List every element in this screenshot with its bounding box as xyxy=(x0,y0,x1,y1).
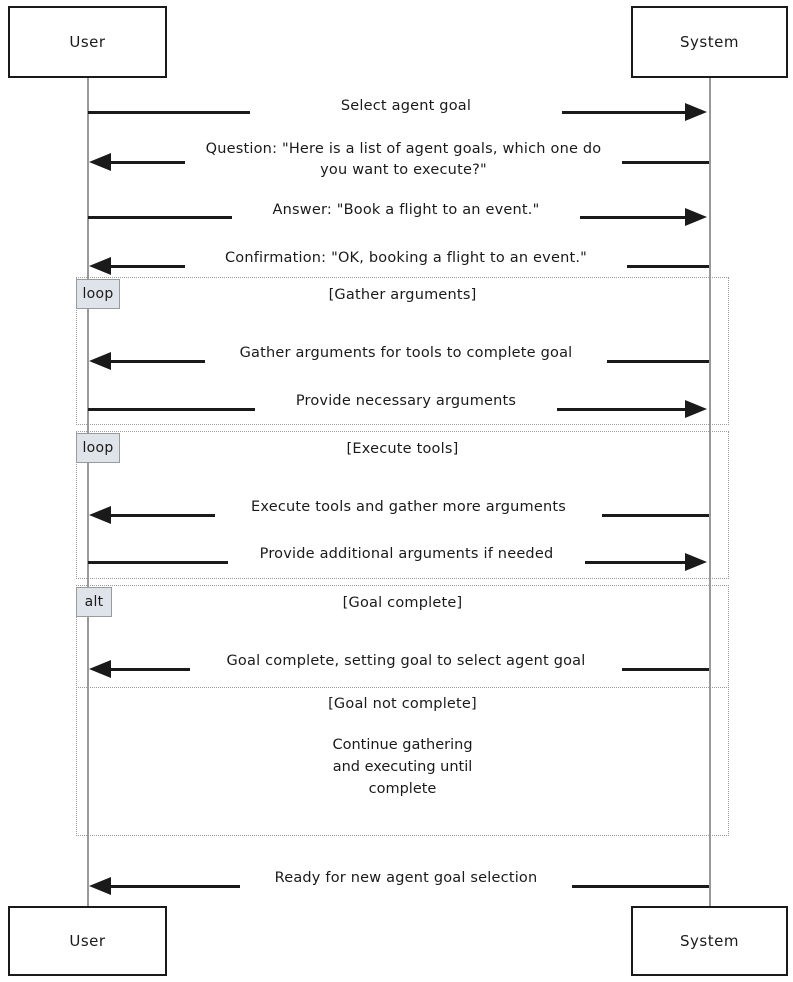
arrow-head-right xyxy=(685,103,707,121)
message-label-question: Question: "Here is a list of agent goals, which one do you want to execute?" xyxy=(185,139,622,181)
arrow-head-left xyxy=(89,506,111,524)
arrow-head-left xyxy=(89,257,111,275)
fragment-tag-label: loop xyxy=(82,440,114,456)
note-line-3: complete xyxy=(368,780,437,797)
message-label-confirmation: Confirmation: "OK, booking a flight to an event." xyxy=(185,248,627,269)
message-label-select-agent-goal: Select agent goal xyxy=(250,96,562,117)
arrow-head-left xyxy=(89,153,111,171)
participant-user-bottom[interactable] xyxy=(8,906,167,976)
message-label-goal-complete: Goal complete, setting goal to select agent goal xyxy=(190,651,622,672)
note-line-2: and executing until xyxy=(332,758,473,775)
message-label-provide-additional-arguments: Provide additional arguments if needed xyxy=(228,544,585,565)
arrow-head-left xyxy=(89,352,111,370)
participant-system-bottom[interactable] xyxy=(631,906,788,976)
arrow-head-right xyxy=(685,553,707,571)
fragment-tag-loop-2 xyxy=(76,433,120,463)
participant-system-top[interactable] xyxy=(631,6,788,78)
participant-label: System xyxy=(680,33,739,51)
arrow-head-left xyxy=(89,877,111,895)
arrow-head-right xyxy=(685,208,707,226)
fragment-tag-alt xyxy=(76,587,112,617)
message-label-execute-tools: Execute tools and gather more arguments xyxy=(215,497,602,518)
fragment-tag-label: alt xyxy=(84,594,104,610)
message-label-provide-necessary-arguments: Provide necessary arguments xyxy=(255,391,557,412)
fragment-alt-condition: [Goal not complete] xyxy=(328,696,477,712)
message-label-gather-arguments: Gather arguments for tools to complete goal xyxy=(205,343,607,364)
fragment-tag-loop-1 xyxy=(76,279,120,309)
message-label-ready-for-new-goal: Ready for new agent goal selection xyxy=(240,868,572,889)
arrow-head-left xyxy=(89,660,111,678)
note-line-1: Continue gathering xyxy=(332,737,473,753)
fragment-tag-label: loop xyxy=(82,286,114,302)
fragment-condition-3: [Goal complete] xyxy=(342,595,463,611)
arrow-head-right xyxy=(685,400,707,418)
message-label-answer: Answer: "Book a flight to an event." xyxy=(232,200,580,221)
participant-label: System xyxy=(680,932,739,950)
participant-label: User xyxy=(69,33,106,51)
participant-user-top[interactable] xyxy=(8,6,167,78)
note-continue-gathering xyxy=(275,735,530,800)
fragment-alt-divider xyxy=(76,687,729,688)
fragment-condition-2: [Execute tools] xyxy=(346,441,459,457)
fragment-condition-1: [Gather arguments] xyxy=(328,287,477,303)
participant-label: User xyxy=(69,932,106,950)
